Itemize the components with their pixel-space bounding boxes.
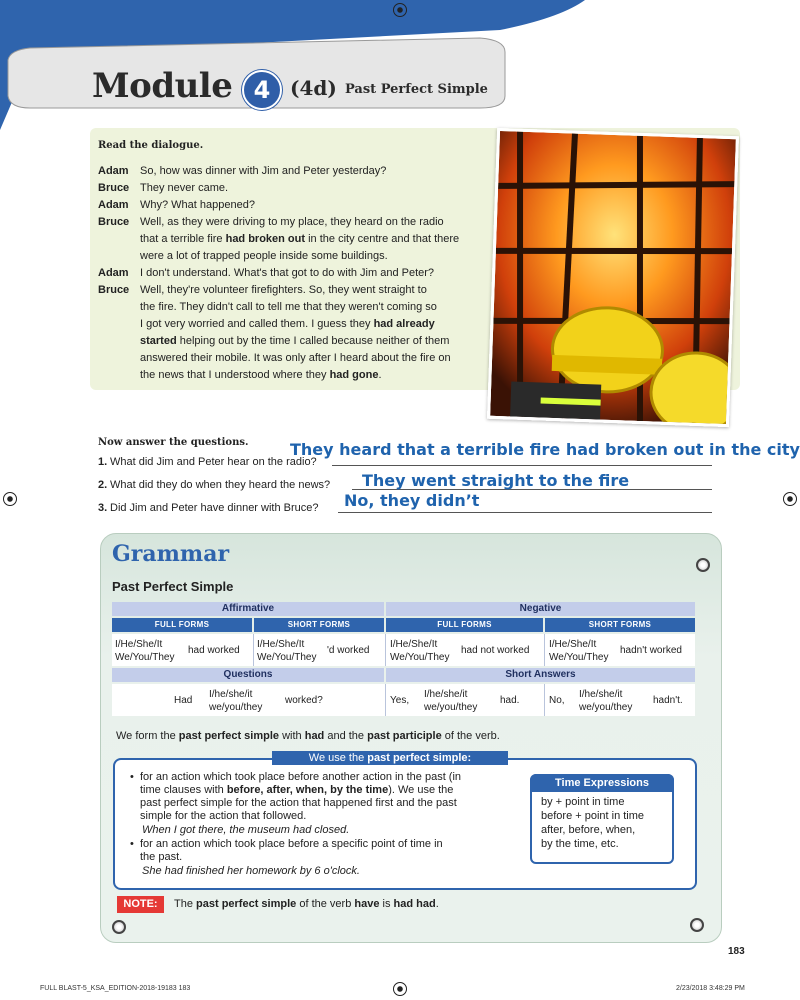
registration-mark: [3, 492, 17, 506]
divider: [385, 684, 386, 716]
verb-form: 'd worked: [327, 645, 370, 656]
usage-header: We use the past perfect simple:: [272, 751, 508, 765]
answer-text: No, they didn’t: [344, 491, 480, 510]
speaker: Adam: [98, 199, 129, 211]
question-number: 2.: [98, 479, 108, 491]
fire-illustration: [490, 131, 736, 424]
affirmative-header: Affirmative: [112, 602, 384, 616]
module-number-badge: 4: [242, 70, 282, 110]
divider: [253, 634, 254, 666]
subject: we/you/they: [424, 702, 478, 713]
subject: I/He/She/It: [390, 639, 438, 650]
dialogue-line: Well, as they were driving to my place, they heard on the radio: [140, 216, 444, 228]
speaker: Bruce: [98, 284, 130, 296]
subject: I/he/she/it: [209, 689, 253, 700]
section-code: (4d): [290, 76, 337, 100]
speaker: Adam: [98, 165, 129, 177]
speaker: Bruce: [98, 216, 130, 228]
subject: I/He/She/It: [115, 639, 163, 650]
usage-line: the past.: [140, 851, 183, 863]
divider: [544, 684, 545, 716]
formation-rule: We form the past perfect simple with had and the past participle of the verb.: [116, 730, 500, 742]
questions-instruction: Now answer the questions.: [98, 437, 249, 448]
module-title: Module: [92, 66, 233, 106]
dialogue-line: Why? What happened?: [140, 199, 255, 211]
answer-text: They heard that a terrible fire had broken out in the city: [290, 440, 800, 459]
time-expression: by + point in time: [541, 796, 625, 808]
question-text: Did Jim and Peter have dinner with Bruce?: [110, 502, 319, 514]
dialogue-line: They never came.: [140, 182, 229, 194]
registration-mark: [393, 982, 407, 996]
subject: I/He/She/It: [549, 639, 597, 650]
time-expression: by the time, etc.: [541, 838, 619, 850]
footer-right: 2/23/2018 3:48:29 PM: [676, 985, 745, 992]
firefighters-photo: [487, 128, 739, 427]
page-number: 183: [728, 946, 745, 957]
questions-header: Questions: [112, 668, 384, 682]
negative-header: Negative: [386, 602, 695, 616]
subject: We/You/They: [549, 652, 609, 663]
verb-form: had not worked: [461, 645, 530, 656]
verb-form: worked?: [285, 695, 323, 706]
subject: We/You/They: [115, 652, 175, 663]
divider: [385, 634, 386, 666]
time-expression: after, before, when,: [541, 824, 636, 836]
full-forms-header: FULL FORMS: [112, 618, 252, 632]
dialogue-line: So, how was dinner with Jim and Peter yesterday?: [140, 165, 387, 177]
no-word: No,: [549, 695, 565, 706]
question-text: What did they do when they heard the news?: [110, 479, 331, 491]
header-banner: [0, 0, 800, 130]
time-expressions-title: Time Expressions: [530, 774, 674, 792]
usage-line: past perfect simple for the action that happened first and the past: [140, 797, 457, 809]
time-expression: before + point in time: [541, 810, 645, 822]
question-number: 3.: [98, 502, 108, 514]
dialogue-line: Well, they're volunteer firefighters. So, they went straight to: [140, 284, 427, 296]
grammar-title: Grammar: [112, 541, 230, 567]
usage-line: simple for the action that followed.: [140, 810, 307, 822]
dialogue-line: started helping out by the time I called because neither of them: [140, 335, 450, 347]
dialogue-line: I don't understand. What's that got to do with Jim and Peter?: [140, 267, 435, 279]
auxiliary: Had: [174, 695, 193, 706]
subject: I/He/She/It: [257, 639, 305, 650]
bullet-icon: •: [130, 838, 134, 850]
dialogue-line: were a lot of trapped people inside some buildings.: [140, 250, 388, 262]
subject: we/you/they: [579, 702, 633, 713]
footer-left: FULL BLAST-5_KSA_EDITION-2018-19183 183: [40, 985, 191, 992]
yes-word: Yes,: [390, 695, 410, 706]
short-forms-header: SHORT FORMS: [545, 618, 695, 632]
dialogue-instruction: Read the dialogue.: [98, 140, 204, 151]
verb-form: had.: [500, 695, 520, 706]
subject: I/he/she/it: [424, 689, 468, 700]
answer-text: They went straight to the fire: [362, 471, 630, 490]
full-forms-header: FULL FORMS: [386, 618, 543, 632]
answer-line[interactable]: [338, 512, 712, 513]
speaker: Adam: [98, 267, 129, 279]
registration-mark: [783, 492, 797, 506]
dialogue-line: the news that I understood where they had gone.: [140, 369, 382, 381]
usage-line: time clauses with before, after, when, by the time). We use the: [140, 784, 454, 796]
verb-form: had worked: [188, 645, 240, 656]
subject: We/You/They: [390, 652, 450, 663]
short-answers-header: Short Answers: [386, 668, 695, 682]
verb-form: hadn't worked: [620, 645, 682, 656]
dialogue-line: the fire. They didn't call to tell me that they weren't coming so: [140, 301, 437, 313]
usage-line: for an action which took place before a specific point of time in: [140, 838, 443, 850]
speaker: Bruce: [98, 182, 130, 194]
screw-decoration: [696, 558, 710, 572]
bullet-icon: •: [130, 771, 134, 783]
dialogue-line: I got very worried and called them. I guess they had already: [140, 318, 435, 330]
screw-decoration: [690, 918, 704, 932]
answer-line[interactable]: [332, 465, 712, 466]
subject: I/he/she/it: [579, 689, 623, 700]
note-text: The past perfect simple of the verb have is had had.: [174, 898, 439, 910]
registration-mark: [393, 3, 407, 17]
divider: [544, 634, 545, 666]
dialogue-line: that a terrible fire had broken out in the city centre and that there: [140, 233, 460, 245]
usage-example: She had finished her homework by 6 o'clock.: [142, 865, 360, 877]
question-number: 1.: [98, 456, 108, 468]
grammar-subtitle: Past Perfect Simple: [112, 579, 234, 594]
subject: We/You/They: [257, 652, 317, 663]
usage-line: for an action which took place before another action in the past (in: [140, 771, 462, 783]
verb-form: hadn't.: [653, 695, 683, 706]
section-title: Past Perfect Simple: [345, 82, 488, 97]
note-badge: NOTE:: [117, 896, 164, 913]
short-forms-header: SHORT FORMS: [254, 618, 384, 632]
screw-decoration: [112, 920, 126, 934]
dialogue-line: answered their mobile. It was only after I heard about the fire on: [140, 352, 451, 364]
question-text: What did Jim and Peter hear on the radio?: [110, 456, 317, 468]
subject: we/you/they: [209, 702, 263, 713]
usage-example: When I got there, the museum had closed.: [142, 824, 350, 836]
